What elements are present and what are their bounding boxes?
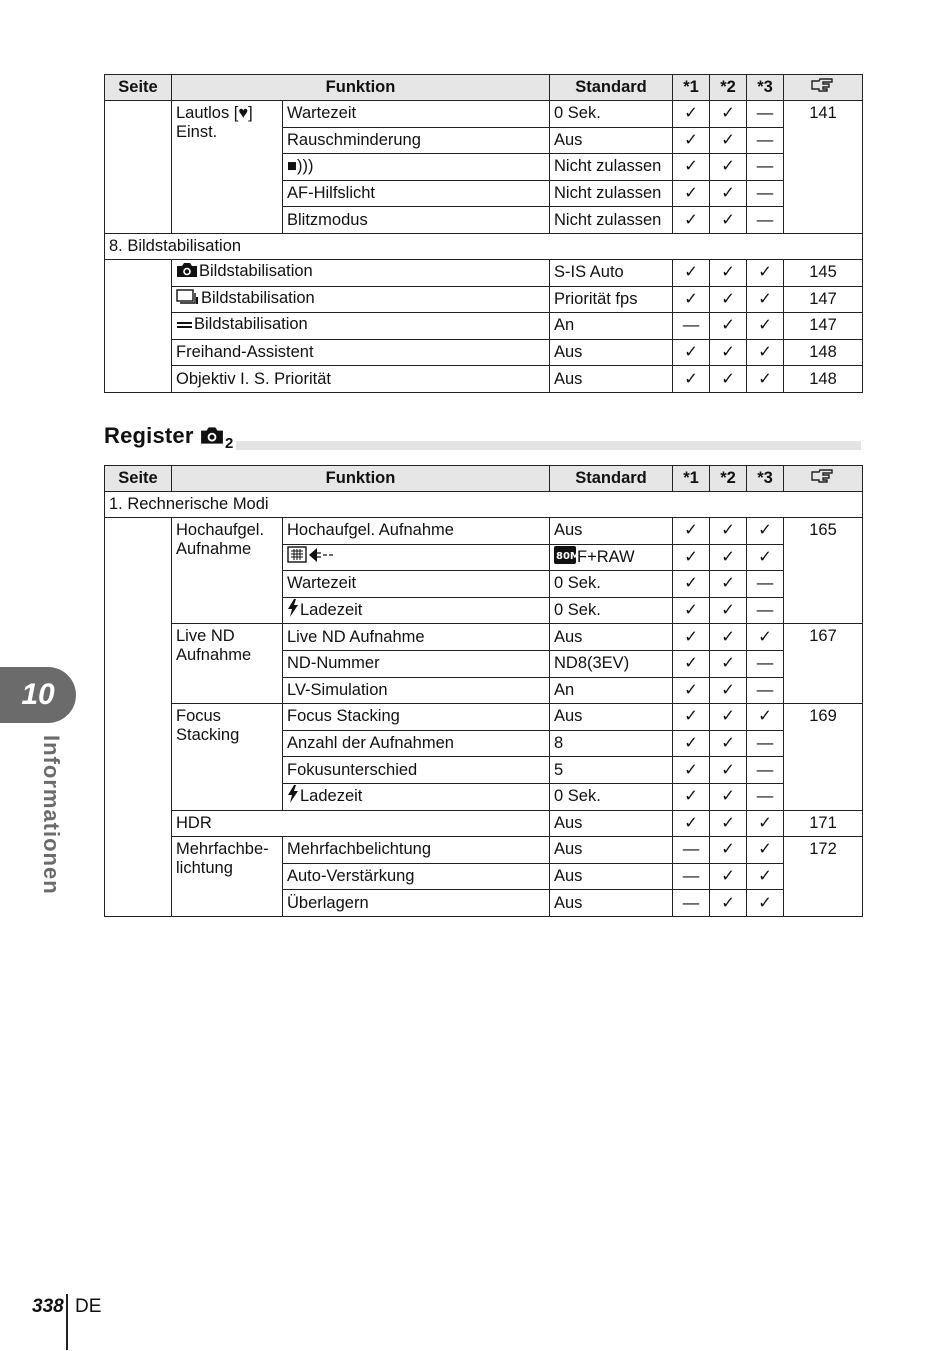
check-mark: ✓ xyxy=(673,571,710,598)
header-star2: *2 xyxy=(710,75,747,101)
check-mark: ✓ xyxy=(710,101,747,128)
header-standard: Standard xyxy=(550,75,673,101)
std-cell: 8 xyxy=(550,730,673,757)
chapter-tab xyxy=(0,667,76,723)
std-cell: Aus xyxy=(550,339,673,366)
check-mark: ✓ xyxy=(673,180,710,207)
table-row xyxy=(105,624,863,651)
table-header xyxy=(105,75,863,101)
dash-mark: — xyxy=(747,154,784,181)
page-ref: 141 xyxy=(784,101,863,234)
func-cell: Ladezeit xyxy=(283,597,550,624)
flash-icon xyxy=(287,785,299,808)
dash-mark: — xyxy=(747,730,784,757)
check-mark: ✓ xyxy=(710,207,747,234)
reference-hand-icon xyxy=(784,75,863,101)
check-mark: ✓ xyxy=(673,650,710,677)
std-cell: An xyxy=(550,677,673,704)
std-cell: Priorität fps xyxy=(550,286,673,313)
page-ref: 171 xyxy=(784,810,863,837)
check-mark: ✓ xyxy=(710,544,747,571)
std-cell: 0 Sek. xyxy=(550,597,673,624)
header-funktion: Funktion xyxy=(172,75,550,101)
std-cell: 0 Sek. xyxy=(550,783,673,810)
dash-mark: — xyxy=(747,127,784,154)
check-mark: ✓ xyxy=(673,783,710,810)
header-standard: Standard xyxy=(550,466,673,492)
check-mark: ✓ xyxy=(710,863,747,890)
func-cell: Hochaufgel. Aufnahme xyxy=(283,518,550,545)
func-cell: Focus Stacking xyxy=(283,704,550,731)
page-number: 338 xyxy=(32,1296,64,1317)
check-mark: ✓ xyxy=(673,207,710,234)
table-row xyxy=(105,704,863,731)
check-mark: ✓ xyxy=(747,890,784,917)
check-mark: ✓ xyxy=(710,837,747,864)
std-cell: ND8(3EV) xyxy=(550,650,673,677)
std-cell: Aus xyxy=(550,837,673,864)
check-mark: ✓ xyxy=(673,518,710,545)
check-mark: ✓ xyxy=(673,544,710,571)
dash-mark: — xyxy=(747,677,784,704)
page-ref: 172 xyxy=(784,837,863,917)
dash-mark: — xyxy=(673,863,710,890)
header-star1: *1 xyxy=(673,466,710,492)
page-ref: 165 xyxy=(784,518,863,624)
header-seite: Seite xyxy=(105,75,172,101)
check-mark: ✓ xyxy=(710,624,747,651)
page-ref: 148 xyxy=(784,339,863,366)
std-cell: Aus xyxy=(550,863,673,890)
func-cell: Blitzmodus xyxy=(283,207,550,234)
check-mark: ✓ xyxy=(710,313,747,340)
table-row xyxy=(105,366,863,393)
check-mark: ✓ xyxy=(710,810,747,837)
func-cell: Wartezeit xyxy=(283,101,550,128)
table-row xyxy=(105,259,863,286)
seite-cell xyxy=(105,518,172,917)
header-star2: *2 xyxy=(710,466,747,492)
dash-mark: — xyxy=(747,101,784,128)
header-star3: *3 xyxy=(747,75,784,101)
dash-mark: — xyxy=(747,207,784,234)
std-cell: Aus xyxy=(550,890,673,917)
func-cell: Bildstabilisation xyxy=(172,313,550,340)
check-mark: ✓ xyxy=(747,704,784,731)
func-cell: ND-Nummer xyxy=(283,650,550,677)
svg-text:80M: 80M xyxy=(556,550,580,562)
group-focus-stacking: Focus Stacking xyxy=(172,704,283,810)
dash-mark: — xyxy=(673,313,710,340)
check-mark: ✓ xyxy=(710,783,747,810)
std-cell: S-IS Auto xyxy=(550,259,673,286)
func-cell: Freihand-Assistent xyxy=(172,339,550,366)
check-mark: ✓ xyxy=(673,730,710,757)
check-mark: ✓ xyxy=(747,313,784,340)
check-mark: ✓ xyxy=(710,366,747,393)
check-mark: ✓ xyxy=(747,259,784,286)
check-mark: ✓ xyxy=(673,624,710,651)
func-cell: Live ND Aufnahme xyxy=(283,624,550,651)
section-heading xyxy=(104,423,234,452)
check-mark: ✓ xyxy=(673,704,710,731)
check-mark: ✓ xyxy=(710,518,747,545)
heading-subscript: 2 xyxy=(224,435,234,452)
dash-mark: — xyxy=(673,890,710,917)
check-mark: ✓ xyxy=(710,180,747,207)
check-mark: ✓ xyxy=(710,704,747,731)
table-row xyxy=(105,518,863,545)
table-header xyxy=(105,466,863,492)
half-press-icon xyxy=(176,317,193,336)
check-mark: ✓ xyxy=(710,259,747,286)
check-mark: ✓ xyxy=(673,101,710,128)
seite-cell xyxy=(105,101,172,234)
header-star1: *1 xyxy=(673,75,710,101)
section-row xyxy=(105,492,863,518)
header-star3: *3 xyxy=(747,466,784,492)
check-mark: ✓ xyxy=(747,624,784,651)
table-row xyxy=(105,837,863,864)
func-cell: AF-Hilfslicht xyxy=(283,180,550,207)
std-cell: Aus xyxy=(550,518,673,545)
std-cell: Aus xyxy=(550,810,673,837)
func-cell: Bildstabilisation xyxy=(172,286,550,313)
std-cell: 0 Sek. xyxy=(550,571,673,598)
heading-rule xyxy=(236,441,861,450)
header-seite: Seite xyxy=(105,466,172,492)
beep-sound-icon: ■))) xyxy=(283,154,550,181)
std-cell: An xyxy=(550,313,673,340)
dash-mark: — xyxy=(747,571,784,598)
check-mark: ✓ xyxy=(710,571,747,598)
section-title: 8. Bildstabilisation xyxy=(105,233,863,259)
language-code: DE xyxy=(75,1296,102,1317)
check-mark: ✓ xyxy=(673,286,710,313)
table-row xyxy=(105,313,863,340)
func-cell: Ladezeit xyxy=(283,783,550,810)
func-cell: Überlagern xyxy=(283,890,550,917)
check-mark: ✓ xyxy=(673,154,710,181)
check-mark: ✓ xyxy=(710,890,747,917)
check-mark: ✓ xyxy=(747,863,784,890)
table-row xyxy=(105,339,863,366)
check-mark: ✓ xyxy=(673,810,710,837)
image-quality-icon xyxy=(287,546,337,569)
func-cell: Bildstabilisation xyxy=(172,259,550,286)
check-mark: ✓ xyxy=(747,286,784,313)
page-ref: 169 xyxy=(784,704,863,810)
dash-mark: — xyxy=(747,783,784,810)
check-mark: ✓ xyxy=(673,757,710,784)
header-funktion: Funktion xyxy=(172,466,550,492)
page-ref: 145 xyxy=(784,259,863,286)
check-mark: ✓ xyxy=(747,366,784,393)
group-live-nd: Live ND Aufnahme xyxy=(172,624,283,704)
settings-table-2 xyxy=(104,465,863,917)
group-hochaufgel: Hochaufgel. Aufnahme xyxy=(172,518,283,624)
check-mark: ✓ xyxy=(747,544,784,571)
section-title: 1. Rechnerische Modi xyxy=(105,492,863,518)
check-mark: ✓ xyxy=(710,286,747,313)
chapter-label: Informationen xyxy=(39,735,64,895)
check-mark: ✓ xyxy=(710,597,747,624)
std-cell: 80M F+RAW xyxy=(550,544,673,571)
std-cell: Aus xyxy=(550,127,673,154)
check-mark: ✓ xyxy=(747,837,784,864)
dash-mark: — xyxy=(747,180,784,207)
std-cell: 5 xyxy=(550,757,673,784)
std-cell: 0 Sek. xyxy=(550,101,673,128)
check-mark: ✓ xyxy=(673,366,710,393)
check-mark: ✓ xyxy=(747,810,784,837)
check-mark: ✓ xyxy=(710,730,747,757)
table-row xyxy=(105,286,863,313)
group-lautlos: Lautlos [♥] Einst. xyxy=(172,101,283,234)
section-row xyxy=(105,233,863,259)
page-ref: 148 xyxy=(784,366,863,393)
table-row xyxy=(105,810,863,837)
func-cell: HDR xyxy=(172,810,550,837)
settings-table-1 xyxy=(104,74,863,393)
sequential-shooting-icon xyxy=(176,289,200,310)
check-mark: ✓ xyxy=(747,518,784,545)
group-mehrfach: Mehrfachbe-lichtung xyxy=(172,837,283,917)
dash-mark: — xyxy=(747,757,784,784)
chapter-number: 10 xyxy=(21,678,55,711)
std-cell: Aus xyxy=(550,624,673,651)
table-row xyxy=(105,101,863,128)
check-mark: ✓ xyxy=(673,259,710,286)
dash-mark: — xyxy=(747,597,784,624)
page-ref: 167 xyxy=(784,624,863,704)
heading-text: Register xyxy=(104,423,194,448)
std-cell: Nicht zulassen xyxy=(550,207,673,234)
func-cell: Objektiv I. S. Priorität xyxy=(172,366,550,393)
check-mark: ✓ xyxy=(710,677,747,704)
func-cell: Auto-Verstärkung xyxy=(283,863,550,890)
check-mark: ✓ xyxy=(710,339,747,366)
std-cell: Aus xyxy=(550,366,673,393)
func-cell: Anzahl der Aufnahmen xyxy=(283,730,550,757)
dash-mark: — xyxy=(747,650,784,677)
check-mark: ✓ xyxy=(673,339,710,366)
dash-mark: — xyxy=(673,837,710,864)
func-cell: LV-Simulation xyxy=(283,677,550,704)
camera-icon xyxy=(176,262,198,283)
func-cell: Mehrfachbelichtung xyxy=(283,837,550,864)
check-mark: ✓ xyxy=(710,757,747,784)
check-mark: ✓ xyxy=(747,339,784,366)
check-mark: ✓ xyxy=(673,597,710,624)
80m-size-icon xyxy=(554,546,580,569)
func-cell: Fokusunterschied xyxy=(283,757,550,784)
check-mark: ✓ xyxy=(710,154,747,181)
footer-divider xyxy=(66,1294,68,1350)
func-cell: Rauschminderung xyxy=(283,127,550,154)
std-cell: Nicht zulassen xyxy=(550,154,673,181)
page-ref: 147 xyxy=(784,313,863,340)
check-mark: ✓ xyxy=(673,127,710,154)
page-ref: 147 xyxy=(784,286,863,313)
func-cell xyxy=(283,544,550,571)
func-cell: Wartezeit xyxy=(283,571,550,598)
camera-icon xyxy=(200,425,224,451)
std-cell: Nicht zulassen xyxy=(550,180,673,207)
std-cell: Aus xyxy=(550,704,673,731)
check-mark: ✓ xyxy=(710,127,747,154)
check-mark: ✓ xyxy=(710,650,747,677)
check-mark: ✓ xyxy=(673,677,710,704)
seite-cell xyxy=(105,259,172,392)
reference-hand-icon xyxy=(784,466,863,492)
flash-icon xyxy=(287,599,299,622)
